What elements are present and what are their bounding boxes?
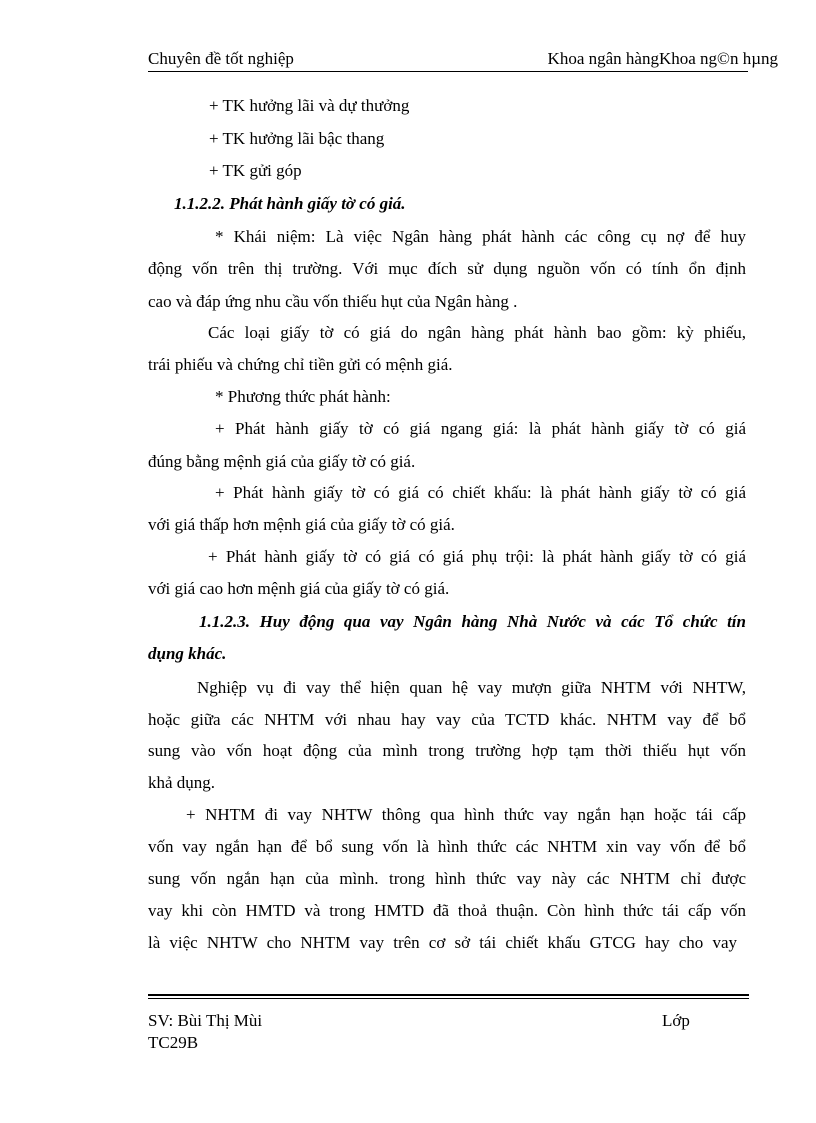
paragraph-line: là việc NHTW cho NHTM vay trên cơ sở tái chiết khấu GTCG hay cho vay <box>148 933 737 952</box>
paragraph-line: sung vốn ngắn hạn của mình. trong hình thức vay này các NHTM chỉ được <box>148 869 746 888</box>
bullet-line: + TK hưởng lãi và dự thưởng <box>209 96 410 115</box>
paragraph-line: cao và đáp ứng nhu cầu vốn thiếu hụt của Ngân hàng . <box>148 292 518 311</box>
paragraph-line: * Khái niệm: Là việc Ngân hàng phát hành các công cụ nợ để huy <box>215 227 746 246</box>
footer-class-label: Lớp <box>662 1011 690 1030</box>
paragraph-line: + Phát hành giấy tờ có giá ngang giá: là phát hành giấy tờ có giá <box>215 419 746 438</box>
paragraph-line: vay khi còn HMTD và trong HMTD đã thoả thuận. Còn hình thức tái cấp vốn <box>148 901 746 920</box>
section-heading: dụng khác. <box>148 644 227 663</box>
paragraph-line: vốn vay ngắn hạn để bổ sung vốn là hình thức các NHTM xin vay vốn để bổ <box>148 837 746 856</box>
footer-rule-thin <box>148 998 749 999</box>
bullet-line: + TK gửi góp <box>209 161 302 180</box>
paragraph-line: sung vào vốn hoạt động của mình trong trường hợp tạm thời thiếu hụt vốn <box>148 741 746 760</box>
header-rule <box>148 71 748 72</box>
paragraph-line: trái phiếu và chứng chỉ tiền gửi có mệnh giá. <box>148 355 453 374</box>
paragraph-line: đúng bằng mệnh giá của giấy tờ có giá. <box>148 452 416 471</box>
section-heading: 1.1.2.2. Phát hành giấy tờ có giá. <box>174 194 406 213</box>
paragraph-line: + Phát hành giấy tờ có giá có chiết khấu: là phát hành giấy tờ có giá <box>215 483 746 502</box>
paragraph-line: * Phương thức phát hành: <box>215 387 391 406</box>
footer-class-code: TC29B <box>148 1033 199 1052</box>
header-left-text: Chuyên đề tốt nghiệp <box>148 49 294 68</box>
header-right-text: Khoa ngân hàngKhoa ng©n hµng <box>547 49 778 68</box>
paragraph-line: + Phát hành giấy tờ có giá có giá phụ trội: là phát hành giấy tờ có giá <box>208 547 746 566</box>
section-heading: 1.1.2.3. Huy động qua vay Ngân hàng Nhà Nước và các Tổ chức tín <box>199 612 746 631</box>
paragraph-line: động vốn trên thị trường. Với mục đích sử dụng nguồn vốn có tính ổn định <box>148 259 746 278</box>
paragraph-line: với giá thấp hơn mệnh giá của giấy tờ có giá. <box>148 515 455 534</box>
footer-rule-thick <box>148 994 749 996</box>
paragraph-line: hoặc giữa các NHTM với nhau hay vay của TCTD khác. NHTM vay để bổ <box>148 710 746 729</box>
paragraph-line: khả dụng. <box>148 773 216 792</box>
paragraph-line: + NHTM đi vay NHTW thông qua hình thức vay ngắn hạn hoặc tái cấp <box>186 805 746 824</box>
bullet-line: + TK hưởng lãi bậc thang <box>209 129 385 148</box>
footer-student: SV: Bùi Thị Mùi <box>148 1011 263 1030</box>
paragraph-line: Các loại giấy tờ có giá do ngân hàng phát hành bao gồm: kỳ phiếu, <box>208 323 746 342</box>
paragraph-line: Nghiệp vụ đi vay thể hiện quan hệ vay mượn giữa NHTM với NHTW, <box>197 678 746 697</box>
paragraph-line: với giá cao hơn mệnh giá của giấy tờ có giá. <box>148 579 450 598</box>
